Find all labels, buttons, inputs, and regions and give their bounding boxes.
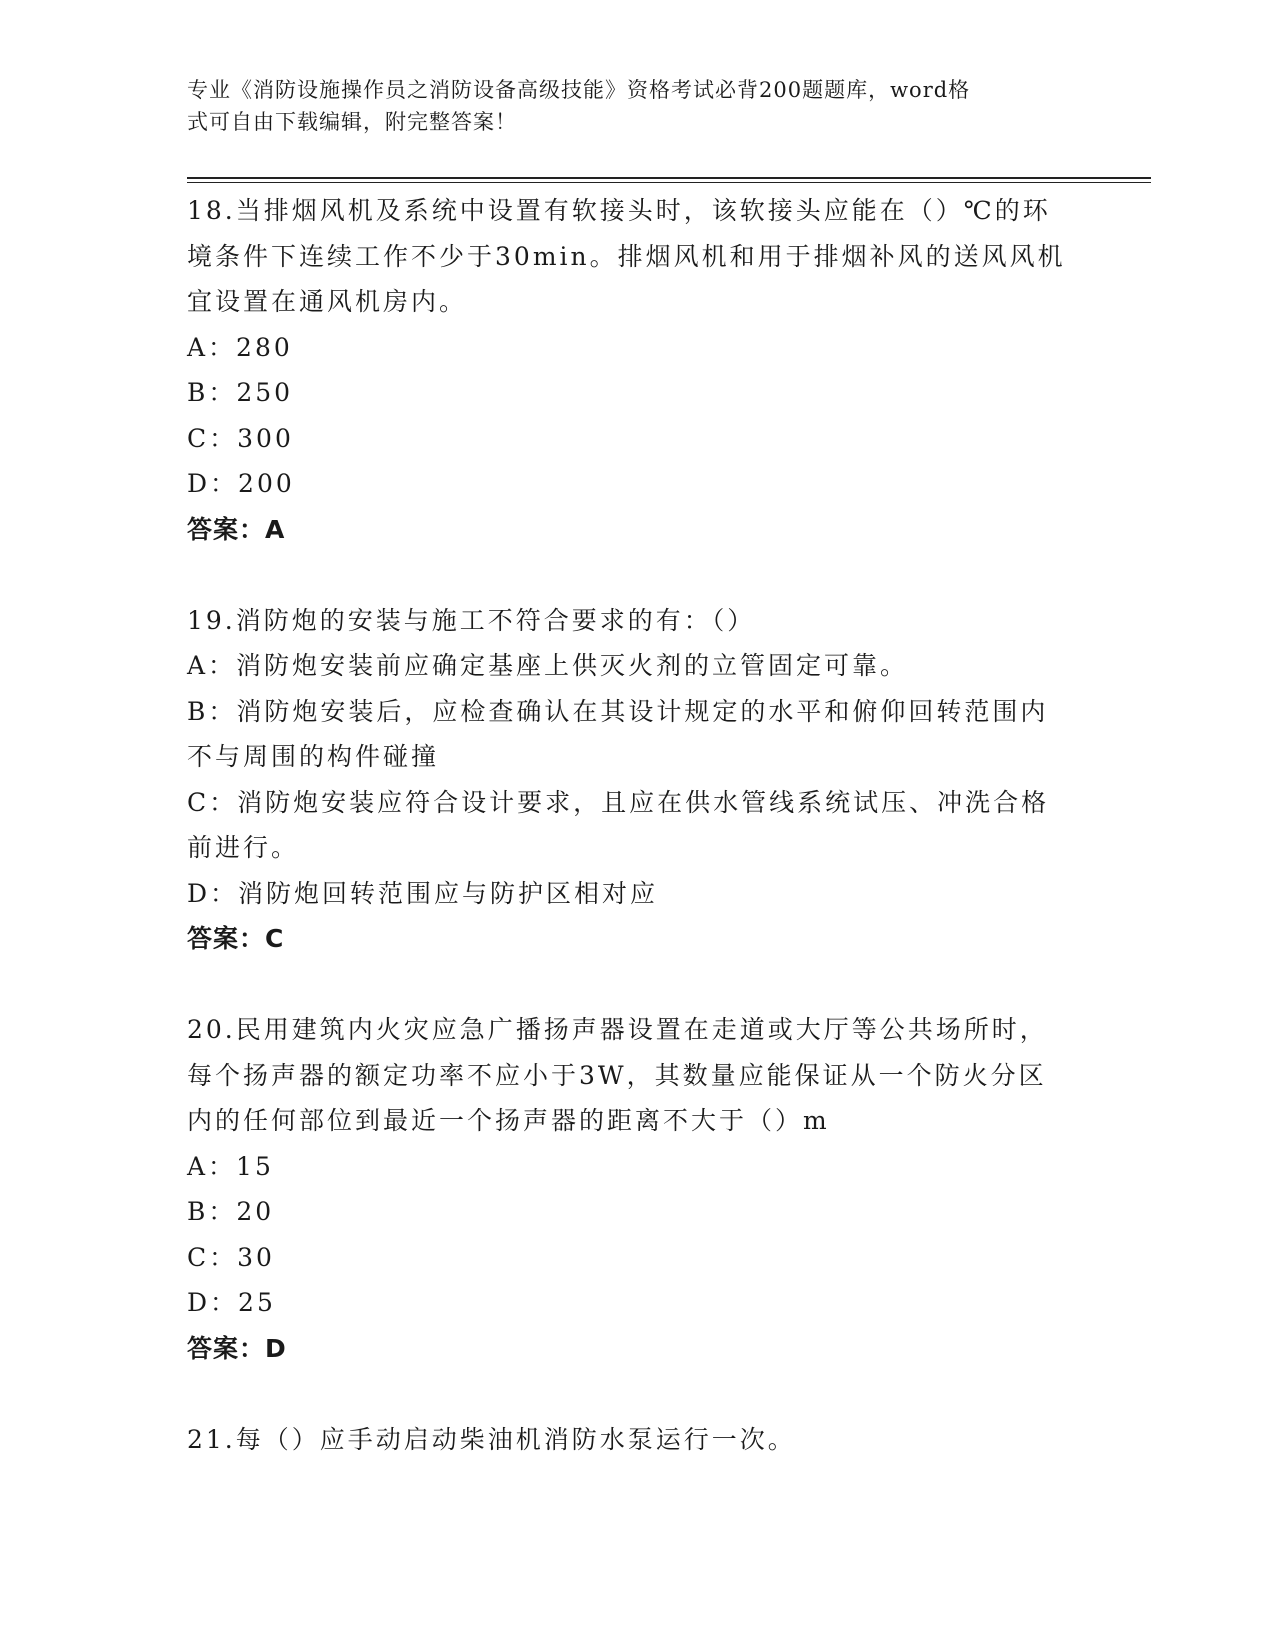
option-c: C：消防炮安装应符合设计要求，且应在供水管线系统试压、冲洗合格 <box>187 787 1050 817</box>
option-a: A：15 <box>187 1151 274 1181</box>
question-block <box>187 1007 1087 1371</box>
spacer <box>187 962 1087 1008</box>
question-text: 19.消防炮的安装与施工不符合要求的有：（） <box>187 605 756 635</box>
option-d: D：25 <box>187 1288 276 1317</box>
question-block <box>187 1417 1087 1463</box>
option-a: A：消防炮安装前应确定基座上供灭火剂的立管固定可靠。 <box>187 651 909 680</box>
answer-text: 答案：D <box>187 1333 287 1363</box>
question-list <box>187 188 1087 1462</box>
question-block <box>187 598 1087 962</box>
question-text: 境条件下连续工作不少于30min。排烟风机和用于排烟补风的送风风机 <box>187 241 1066 271</box>
option-b: B：250 <box>187 378 294 407</box>
question-text: 21.每（）应手动启动柴油机消防水泵运行一次。 <box>187 1424 796 1454</box>
option-c: C：300 <box>187 423 294 453</box>
option-d: D：消防炮回转范围应与防护区相对应 <box>187 878 659 908</box>
spacer <box>187 1371 1087 1417</box>
header-line: 专业《消防设施操作员之消防设备高级技能》资格考试必背200题题库，word格 <box>187 78 971 102</box>
option-c: C：30 <box>187 1242 275 1272</box>
spacer <box>187 552 1087 598</box>
header-line: 式可自由下载编辑，附完整答案！ <box>187 110 517 134</box>
option-b: B：20 <box>187 1197 275 1226</box>
question-text: 每个扬声器的额定功率不应小于3W，其数量应能保证从一个防火分区 <box>187 1060 1047 1090</box>
option-b: B：消防炮安装后，应检查确认在其设计规定的水平和俯仰回转范围内 <box>187 696 1049 726</box>
option-d: D：200 <box>187 469 295 498</box>
question-text: 18.当排烟风机及系统中设置有软接头时，该软接头应能在（）℃的环 <box>187 196 1051 225</box>
question-text: 宜设置在通风机房内。 <box>187 287 468 316</box>
question-text: 内的任何部位到最近一个扬声器的距离不大于（）m <box>187 1106 830 1135</box>
question-text: 20.民用建筑内火灾应急广播扬声器设置在走道或大厅等公共场所时， <box>187 1015 1048 1044</box>
header-divider-thin <box>187 182 1151 183</box>
option-b-continued: 不与周围的构件碰撞 <box>187 742 440 771</box>
answer-text: 答案：A <box>187 514 286 544</box>
question-block <box>187 188 1087 552</box>
document-header <box>187 74 1067 138</box>
answer-text: 答案：C <box>187 924 285 953</box>
option-a: A：280 <box>187 332 293 362</box>
header-divider <box>187 177 1151 179</box>
option-c-continued: 前进行。 <box>187 833 300 862</box>
